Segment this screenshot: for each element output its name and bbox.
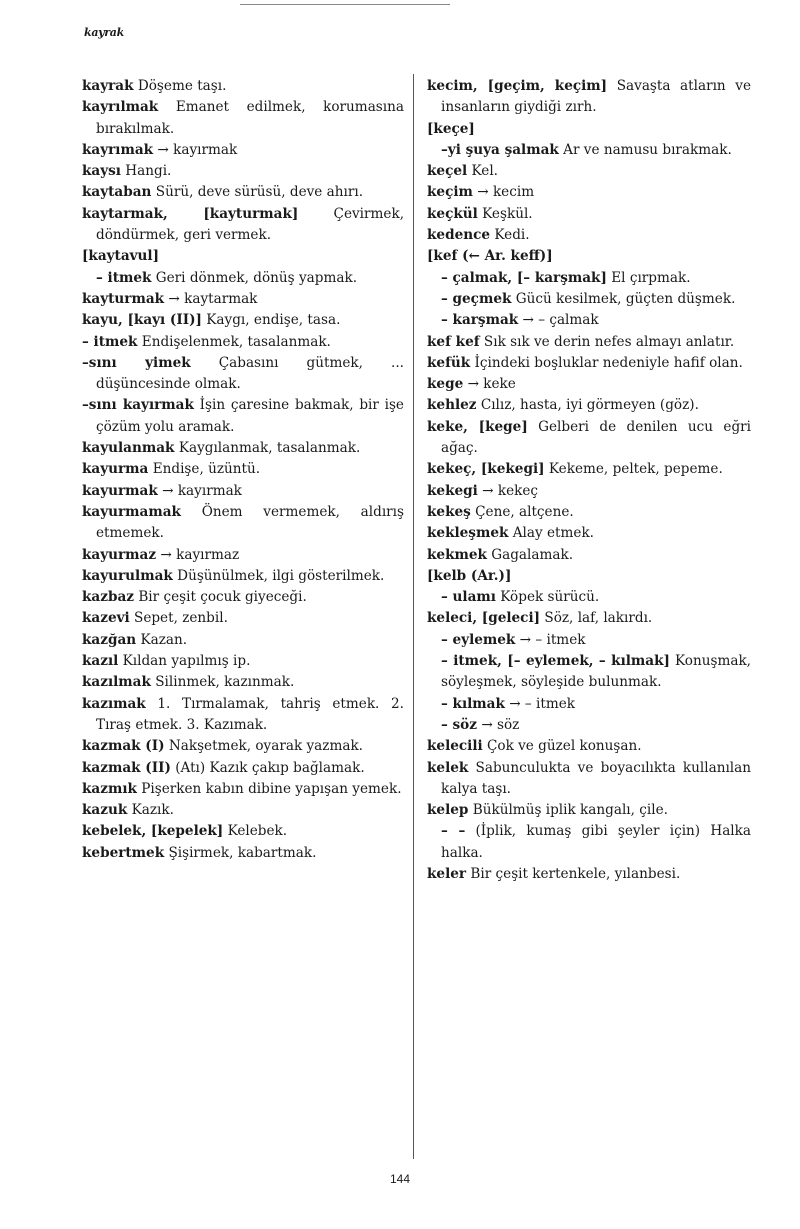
entry-headword: kazıl: [82, 653, 119, 670]
dictionary-entry: [427, 289, 751, 310]
entry-definition: Kedi.: [494, 227, 530, 244]
dictionary-entry: [82, 566, 404, 587]
entry-headword: kefük: [427, 354, 471, 371]
dictionary-entry: [82, 459, 404, 480]
entry-definition: Geri dönmek, dönüş yapmak.: [155, 269, 358, 286]
entry-headword: kayurmaz: [82, 546, 157, 563]
page-number: 144: [389, 1172, 411, 1186]
entry-definition: Sürü, deve sürüsü, deve ahırı.: [155, 184, 364, 201]
entry-headword: kaysı: [82, 163, 121, 180]
dictionary-entry: [427, 119, 751, 140]
entry-definition: Konuşmak, söyleşmek, söyleşide bulunmak.: [441, 653, 751, 691]
dictionary-entry: [427, 225, 751, 246]
dictionary-entry: [427, 630, 751, 651]
entry-headword: –sını kayırmak: [82, 397, 194, 414]
entry-headword: – kılmak: [441, 695, 505, 712]
entry-definition: → – itmek: [509, 695, 576, 712]
entry-headword: kaytaban: [82, 184, 152, 201]
dictionary-entry: [82, 97, 404, 140]
dictionary-entry: [82, 289, 404, 310]
dictionary-entry: [427, 268, 751, 289]
entry-headword: kebelek, [kepelek]: [82, 823, 224, 840]
entry-headword: – söz: [441, 716, 477, 733]
entry-definition: Pişerken kabın dibine yapışan yemek.: [141, 780, 402, 797]
entry-definition: (İplik, kumaş gibi şeyler için) Halka halka.: [441, 823, 752, 861]
dictionary-entry: [82, 587, 404, 608]
entry-headword: kayturmak: [82, 290, 165, 307]
entry-headword: keçel: [427, 163, 468, 180]
entry-headword: kedence: [427, 227, 491, 244]
dictionary-entry: [427, 76, 751, 119]
entry-headword: kazevi: [82, 610, 130, 627]
dictionary-entry: [82, 395, 404, 438]
dictionary-entry: [427, 332, 751, 353]
dictionary-entry: [82, 672, 404, 693]
entry-headword: kekeş: [427, 503, 471, 520]
dictionary-entry: [427, 608, 751, 629]
entry-definition: Düşünülmek, ilgi gösterilmek.: [177, 567, 385, 584]
entry-definition: Kekeme, peltek, pepeme.: [548, 461, 723, 478]
dictionary-entry: [427, 864, 751, 885]
entry-definition: → kekeç: [482, 482, 539, 499]
entry-definition: Nakşetmek, oyarak yazmak.: [168, 738, 364, 755]
entry-headword: kef kef: [427, 333, 480, 350]
dictionary-entry: [82, 353, 404, 396]
dictionary-entry: [427, 736, 751, 757]
entry-headword: kayrımak: [82, 141, 154, 158]
entry-definition: Emanet edilmek, korumasına bırakılmak.: [96, 99, 404, 137]
entry-definition: Sık sık ve derin nefes almayı anlatır.: [483, 333, 735, 350]
dictionary-entry: [82, 268, 404, 289]
dictionary-entry: [82, 630, 404, 651]
dictionary-entry: [82, 332, 404, 353]
entry-headword: – itmek, [– eylemek, – kılmak]: [441, 653, 670, 670]
entry-headword: keçim: [427, 184, 473, 201]
entry-headword: kelep: [427, 802, 469, 819]
entry-definition: → kayırmak: [162, 482, 242, 499]
dictionary-entry: [427, 502, 751, 523]
dictionary-entry: [427, 694, 751, 715]
dictionary-entry: [82, 843, 404, 864]
dictionary-entry: [427, 821, 751, 864]
entry-definition: Kelebek.: [227, 823, 288, 840]
entry-headword: kazuk: [82, 802, 128, 819]
entry-definition: Silinmek, kazınmak.: [155, 674, 295, 691]
dictionary-entry: [82, 204, 404, 247]
entry-definition: Keşkül.: [482, 205, 533, 222]
entry-definition: Köpek sürücü.: [500, 589, 600, 606]
entry-definition: Şişirmek, kabartmak.: [168, 844, 317, 861]
dictionary-entry: [427, 800, 751, 821]
entry-definition: İşin çaresine bakmak, bir işe çözüm yolu aramak.: [96, 397, 404, 435]
entry-definition: → kayırmaz: [160, 546, 240, 563]
dictionary-entry: [427, 523, 751, 544]
dictionary-entry: [427, 758, 751, 801]
entry-headword: kekegi: [427, 482, 478, 499]
entry-headword: –yi şuya şalmak: [441, 141, 559, 158]
dictionary-entry: [427, 310, 751, 331]
dictionary-entry: [427, 715, 751, 736]
dictionary-entry: [82, 758, 404, 779]
entry-headword: kebertmek: [82, 844, 165, 861]
dictionary-entry: [82, 608, 404, 629]
entry-definition: → söz: [481, 716, 520, 733]
entry-headword: kelecili: [427, 738, 483, 755]
entry-definition: Gelberi de denilen ucu eğri ağaç.: [441, 418, 752, 457]
entry-definition: Çabasını gütmek, ... düşüncesinde olmak.: [96, 354, 404, 393]
entry-headword: [kelb (Ar.)]: [427, 567, 512, 584]
dictionary-entry: [427, 545, 751, 566]
dictionary-entry: [427, 566, 751, 587]
entry-definition: Çene, altçene.: [475, 503, 574, 520]
dictionary-entry: [82, 438, 404, 459]
entry-definition: Sabunculukta ve boyacılıkta kullanılan kalya taşı.: [441, 759, 752, 797]
entry-headword: kazmık: [82, 780, 137, 797]
entry-definition: Endişelenmek, tasalanmak.: [141, 333, 331, 350]
entry-definition: Çok ve güzel konuşan.: [486, 738, 642, 755]
right-column: [427, 76, 751, 885]
entry-headword: kazğan: [82, 631, 137, 648]
entry-headword: kelek: [427, 759, 469, 776]
entry-definition: → – itmek: [519, 631, 586, 648]
dictionary-entry: [82, 651, 404, 672]
dictionary-entry: [82, 545, 404, 566]
dictionary-entry: [82, 161, 404, 182]
dictionary-entry: [427, 161, 751, 182]
entry-headword: kelеci, [geleci]: [427, 610, 541, 627]
entry-definition: Söz, laf, lakırdı.: [544, 610, 653, 627]
entry-definition: Bir çeşit kertenkele, yılanbesi.: [470, 865, 681, 882]
entry-definition: Savaşta atların ve insanların giydiği zırh.: [441, 78, 751, 116]
entry-definition: → – çalmak: [522, 312, 599, 329]
entry-headword: keler: [427, 865, 467, 882]
dictionary-entry: [82, 694, 404, 737]
dictionary-entry: [427, 651, 751, 694]
dictionary-entry: [82, 800, 404, 821]
dictionary-entry: [82, 310, 404, 331]
dictionary-entry: [82, 76, 404, 97]
entry-headword: kecim, [geçim, keçim]: [427, 78, 608, 94]
dictionary-entry: [82, 502, 404, 545]
entry-definition: Kel.: [471, 163, 499, 180]
dictionary-entry: [427, 374, 751, 395]
entry-headword: [kef (← Ar. keff)]: [427, 248, 553, 265]
entry-headword: [keçe]: [427, 120, 475, 137]
entry-definition: Bükülmüş iplik kangalı, çile.: [472, 802, 668, 819]
entry-definition: → kayırmak: [157, 141, 238, 158]
entry-definition: Cılız, hasta, iyi görmeyen (göz).: [480, 397, 699, 414]
entry-headword: kehlez: [427, 397, 477, 414]
dictionary-entry: [82, 736, 404, 757]
entry-definition: Endişe, üzüntü.: [152, 461, 261, 478]
entry-definition: Kazan.: [140, 631, 188, 648]
entry-headword: kazmak (I): [82, 738, 165, 755]
entry-headword: kayurmak: [82, 482, 158, 499]
dictionary-entry: [82, 779, 404, 800]
entry-headword: keke, [kege]: [427, 418, 528, 435]
dictionary-entry: [82, 182, 404, 203]
entry-headword: kazbaz: [82, 589, 134, 606]
entry-definition: El çırpmak.: [611, 269, 691, 286]
dictionary-entry: [427, 204, 751, 225]
entry-headword: – itmek: [82, 333, 138, 350]
dictionary-entry: [427, 140, 751, 161]
dictionary-entry: [427, 481, 751, 502]
dictionary-entry: [427, 587, 751, 608]
entry-headword: –sını yimek: [82, 354, 191, 371]
dictionary-entry: [427, 417, 751, 460]
entry-headword: kayrılmak: [82, 99, 159, 116]
dictionary-entry: [427, 246, 751, 267]
entry-definition: 1. Tırmalamak, tahriş etmek. 2. Tıraş etmek. 3. Kazımak.: [96, 695, 404, 733]
entry-definition: Bir çeşit çocuk giyeceği.: [138, 589, 307, 606]
entry-definition: → keke: [467, 376, 516, 393]
entry-headword: [kaytavul]: [82, 248, 160, 265]
entry-headword: kazımak: [82, 695, 146, 712]
entry-headword: kekeç, [kekegi]: [427, 461, 545, 478]
top-rule: [240, 4, 450, 5]
entry-headword: kazmak (II): [82, 759, 171, 776]
entry-definition: Döşeme taşı.: [137, 78, 227, 94]
entry-definition: Kazık.: [131, 802, 174, 819]
dictionary-entry: [82, 246, 404, 267]
entry-definition: Kaygılanmak, tasalanmak.: [178, 440, 361, 457]
entry-definition: Alay etmek.: [512, 525, 595, 542]
entry-headword: kayu, [kayı (II)]: [82, 312, 202, 329]
dictionary-entry: [427, 395, 751, 416]
entry-definition: (Atı) Kazık çakıp bağlamak.: [175, 759, 365, 776]
entry-headword: kaytarmak, [kayturmak]: [82, 205, 299, 222]
entry-headword: kayurulmak: [82, 567, 173, 584]
dictionary-entry: [427, 353, 751, 374]
entry-definition: → kaytarmak: [168, 290, 258, 307]
entry-definition: Ar ve namusu bırakmak.: [563, 141, 732, 158]
dictionary-entry: [82, 821, 404, 842]
entry-definition: Önem vermemek, aldırış etmemek.: [96, 503, 404, 542]
entry-headword: kayrak: [82, 78, 134, 94]
entry-definition: Gücü kesilmek, güçten düşmek.: [515, 290, 736, 307]
entry-headword: – eylemek: [441, 631, 516, 648]
dictionary-entry: [427, 182, 751, 203]
entry-headword: keçkül: [427, 205, 478, 222]
entry-headword: – geçmek: [441, 290, 512, 307]
entry-headword: kazılmak: [82, 674, 151, 691]
entry-headword: kekmek: [427, 546, 487, 563]
entry-definition: Çevirmek, döndürmek, geri vermek.: [96, 205, 405, 244]
entry-headword: kayurmamak: [82, 503, 181, 520]
dictionary-entry: [82, 481, 404, 502]
entry-headword: – karşmak: [441, 312, 519, 329]
dictionary-entry: [427, 459, 751, 480]
running-head: kayrak: [84, 26, 124, 39]
entry-definition: Gagalamak.: [491, 546, 574, 563]
entry-headword: kege: [427, 376, 464, 393]
entry-definition: Sepet, zenbil.: [134, 610, 228, 627]
entry-headword: – ulamı: [441, 589, 496, 606]
entry-headword: kayurma: [82, 461, 149, 478]
entry-definition: Kıldan yapılmış ip.: [122, 653, 251, 670]
entry-definition: Hangi.: [125, 163, 172, 180]
entry-headword: kayulanmak: [82, 440, 175, 457]
left-column: [82, 76, 404, 864]
entry-headword: – itmek: [96, 269, 152, 286]
entry-definition: İçindeki boşluklar nedeniyle hafif olan.: [474, 354, 743, 371]
entry-definition: → kecim: [477, 184, 535, 201]
entry-headword: – çalmak, [– karşmak]: [441, 269, 607, 286]
dictionary-entry: [82, 140, 404, 161]
column-divider: [413, 74, 414, 1159]
entry-definition: Kaygı, endişe, tasa.: [206, 312, 341, 329]
entry-headword: – –: [441, 823, 466, 840]
entry-headword: keklеşmek: [427, 525, 509, 542]
